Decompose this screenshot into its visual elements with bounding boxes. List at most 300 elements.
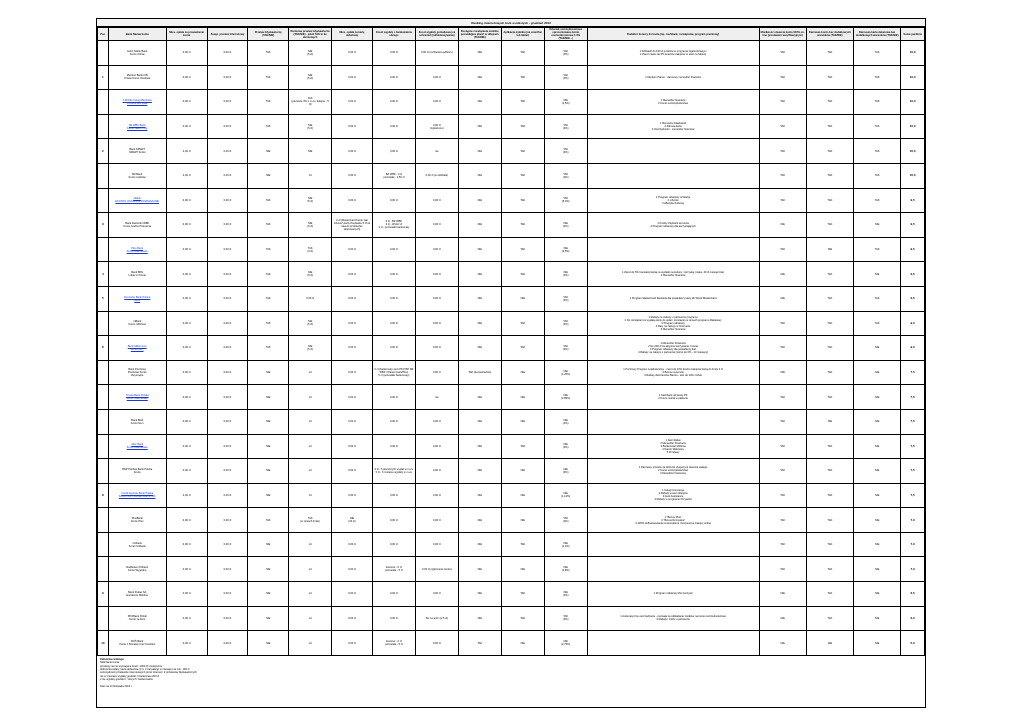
app-cell: TAK bbox=[501, 139, 544, 164]
bank-link[interactable]: Konto Internetowe bbox=[126, 446, 148, 450]
score-cell: 10,0 bbox=[901, 114, 925, 139]
score-cell: 9,5 bbox=[901, 237, 925, 262]
fee-cell: 0,00 zł bbox=[166, 262, 207, 287]
fastfree-cell: nd bbox=[289, 385, 332, 410]
freeacc-cell: TAK bbox=[806, 163, 853, 188]
online-cell: TAK bbox=[759, 65, 806, 90]
sav-cell: NIE (1,14%) bbox=[544, 483, 587, 508]
fastfree-cell: NIE (5 zł) bbox=[289, 114, 332, 139]
bank-link[interactable]: Bank Millennium bbox=[127, 344, 147, 348]
online-cell: TAK bbox=[759, 163, 806, 188]
card-cell: 0,00 zł bbox=[332, 41, 373, 66]
bonus-cell bbox=[587, 237, 759, 262]
ranking-notes bbox=[97, 656, 925, 691]
bank-link[interactable]: Credit Agricole Bank Polska bbox=[121, 492, 154, 496]
bank-link[interactable]: Konto PRZYJACIELSKIE PLUS bbox=[118, 495, 156, 499]
freecard-cell: TAK bbox=[854, 237, 901, 262]
card-cell: 0,00 zł bbox=[332, 582, 373, 607]
app-cell: TAK bbox=[501, 163, 544, 188]
column-header: Możliwość otwarcia konta 100% on-line (przelewem weryfikacyjnym) bbox=[759, 28, 806, 41]
fast-cell: TAK bbox=[248, 237, 289, 262]
bank-cell bbox=[108, 557, 166, 582]
freeacc-cell: TAK bbox=[806, 606, 853, 631]
bank-cell bbox=[108, 163, 166, 188]
bank-name: Pocztowe Konto bbox=[127, 371, 147, 375]
score-cell: 7,5 bbox=[901, 483, 925, 508]
table-row bbox=[98, 360, 925, 385]
cash-cell: 0,00 zł bbox=[415, 311, 458, 336]
tr-cell: 0,00 zł bbox=[207, 360, 248, 385]
table-row bbox=[98, 237, 925, 262]
fastfree-cell: nd bbox=[289, 434, 332, 459]
cash-cell: 0,00 zł bbox=[415, 336, 458, 361]
app-cell: NIE bbox=[501, 409, 544, 434]
cash-cell: 0,00 zł (zgłoszenie konta) bbox=[415, 557, 458, 582]
bank-link[interactable]: T-Mobile Usługi Bankowe bbox=[122, 98, 152, 102]
bonus-cell: 1 Pocztowy Program Lojalnościowy - zwrot do 10% kosztu zakupów kartą do limitu 4 zł 2 Bonus na koncie 3 Rabaty dla Klientów Banku - sieć do 10% zniżek bbox=[587, 360, 759, 385]
online-cell: TAK bbox=[759, 188, 806, 213]
fee-cell: 0,00 zł bbox=[166, 336, 207, 361]
freecard-cell: TAK bbox=[854, 65, 901, 90]
bonus-cell bbox=[587, 557, 759, 582]
fastfree-cell: nd bbox=[289, 557, 332, 582]
tr-cell: 0,00 zł bbox=[207, 237, 248, 262]
table-row bbox=[98, 483, 925, 508]
sav-cell: NIE (3%) bbox=[544, 582, 587, 607]
fee-cell: 0,00 zł bbox=[166, 114, 207, 139]
fast-cell: TAK bbox=[248, 90, 289, 115]
freecard-cell: NIE bbox=[854, 582, 901, 607]
bank-cell bbox=[108, 532, 166, 557]
card-cell: 0,00 zł bbox=[332, 459, 373, 484]
freeacc-cell: NIE bbox=[806, 631, 853, 656]
freeacc-cell: TAK bbox=[806, 286, 853, 311]
online-cell: TAK bbox=[759, 139, 806, 164]
cash-cell: 0,00 zł bbox=[415, 483, 458, 508]
fastfree-cell: TAK (3 zł) bbox=[289, 237, 332, 262]
column-header: Przelew błyskawiczny (TAK/NIE) bbox=[248, 28, 289, 41]
score-cell: 10,0 bbox=[901, 41, 925, 66]
bonus-cell: 1 Zwrot do 5% transakcji kartą na wydatki na kulturę i rozrywkę (maks. 40 zł miesięcznie) 2 Menedżer finansów bbox=[587, 262, 759, 287]
mob-cell: NIE bbox=[458, 385, 501, 410]
fastfree-cell: NIE (5 zł) bbox=[289, 188, 332, 213]
online-cell: NIE bbox=[759, 582, 806, 607]
bank-link[interactable]: BZ WBK Bank bbox=[128, 123, 146, 127]
fast-cell: TAK bbox=[248, 65, 289, 90]
table-row bbox=[98, 163, 925, 188]
fastfree-cell: NIE (5 zł) bbox=[289, 311, 332, 336]
score-cell: 7,5 bbox=[901, 459, 925, 484]
bonus-cell: 1 Rabaty na zakupy u partnerów programu 2 Do rozwiązań za wypłatę karty do opłat i rozwiązań w ramach programu Rabatowy 3 Program rabatowy 4 Raty na zakupy w Internecie 5 Menedżer finansów bbox=[587, 311, 759, 336]
freecard-cell: NIE bbox=[854, 360, 901, 385]
fastfree-cell: NIE (5 zł) bbox=[289, 336, 332, 361]
online-cell: TAK bbox=[759, 311, 806, 336]
column-header: Aplikacja mobilna (na smartfon lub tablet) bbox=[501, 28, 544, 41]
fast-cell: TAK bbox=[248, 508, 289, 533]
table-header-row bbox=[98, 28, 925, 41]
bank-name: Konto Online bbox=[129, 52, 145, 56]
freeacc-cell: TAK bbox=[806, 385, 853, 410]
cash-cell: 0,00 zł bbox=[415, 237, 458, 262]
rank-cell bbox=[98, 311, 109, 336]
bank-link[interactable]: 1-Konto bez opłat bbox=[127, 101, 148, 105]
column-header: Dostępne rozwiązania mobilne pozwalające płacić w sklepach (TAK/NIE) bbox=[458, 28, 501, 41]
sav-cell: TAK (3%) bbox=[544, 508, 587, 533]
freeacc-cell: TAK bbox=[806, 508, 853, 533]
card-cell: NIE (20 zł) bbox=[332, 508, 373, 533]
app-cell: TAK bbox=[501, 606, 544, 631]
freecard-cell: NIE bbox=[854, 508, 901, 533]
rank-cell: 6 bbox=[98, 336, 109, 361]
bank-name: Bank BPH bbox=[131, 271, 144, 275]
rank-cell bbox=[98, 459, 109, 484]
freecard-cell: NIE bbox=[854, 262, 901, 287]
column-header: Dodatki / bonusy do konta (np. cashback, rozwiązanie, program premiowy) bbox=[587, 28, 759, 41]
freeacc-cell: TAK bbox=[806, 188, 853, 213]
fastfree-cell: nd bbox=[289, 532, 332, 557]
score-cell: 7,0 bbox=[901, 532, 925, 557]
rank-cell: 5 bbox=[98, 286, 109, 311]
sav-cell: TAK (3%) bbox=[544, 336, 587, 361]
sav-cell: TAK (3%) bbox=[544, 114, 587, 139]
card-cell: 0,00 zł bbox=[332, 90, 373, 115]
freeacc-cell: TAK bbox=[806, 41, 853, 66]
app-cell: TAK bbox=[501, 434, 544, 459]
mob-cell: NIE bbox=[458, 188, 501, 213]
online-cell: TAK bbox=[759, 41, 806, 66]
online-cell: TAK bbox=[759, 336, 806, 361]
fast-cell: NIE bbox=[248, 385, 289, 410]
app-cell: TAK bbox=[501, 237, 544, 262]
score-cell: 7,5 bbox=[901, 434, 925, 459]
rank-cell: 8 bbox=[98, 483, 109, 508]
cash-cell: 0,00 zł bbox=[415, 262, 458, 287]
card-cell: 0,00 zł bbox=[332, 557, 373, 582]
fee-cell: 0,00 zł bbox=[166, 606, 207, 631]
app-cell: NIE bbox=[501, 508, 544, 533]
fastfree-cell: NIE (5 zł) bbox=[289, 41, 332, 66]
mob-cell: NIE bbox=[458, 508, 501, 533]
bank-cell bbox=[108, 483, 166, 508]
freecard-cell: TAK bbox=[854, 163, 901, 188]
tr-cell: 0,00 zł bbox=[207, 582, 248, 607]
rank-cell bbox=[98, 409, 109, 434]
tr-cell: 0,00 zł bbox=[207, 508, 248, 533]
bank-cell bbox=[108, 213, 166, 238]
freecard-cell: TAK bbox=[854, 114, 901, 139]
atm-cell: 0 zł - BZ WBK 3 zł - Wylicz zł 3 zł - pozostałe bankomaty bbox=[372, 213, 415, 238]
tr-cell: 0,00 zł bbox=[207, 631, 248, 656]
table-row bbox=[98, 213, 925, 238]
fast-cell: TAK bbox=[248, 311, 289, 336]
fast-cell: TAK bbox=[248, 114, 289, 139]
column-header: Darmowe konto bez dodatkowych warunków (TAK/NIE) bbox=[806, 28, 853, 41]
card-cell: 0 zł (MasterCard Konto Jak Chcesz) karty Paybacku 5 zł za lata do przelewów skierowanych) bbox=[332, 213, 373, 238]
mob-cell: NIE bbox=[458, 311, 501, 336]
column-header: Odsetek oszczędnościowe oprocentowane konto oszczędnościowe 1-3% (TAK/NIE...) bbox=[544, 28, 587, 41]
fee-cell: 0,00 zł bbox=[166, 65, 207, 90]
table-row bbox=[98, 139, 925, 164]
sav-cell: TAK (3%) bbox=[544, 311, 587, 336]
rank-cell bbox=[98, 90, 109, 115]
app-cell: TAK bbox=[501, 114, 544, 139]
fee-cell: 0,00 zł bbox=[166, 508, 207, 533]
card-cell: 0,00 zł bbox=[332, 434, 373, 459]
rank-cell bbox=[98, 557, 109, 582]
fast-cell: TAK bbox=[248, 213, 289, 238]
mob-cell: TAK bbox=[458, 631, 501, 656]
bank-name: Bank Pekao SA bbox=[128, 590, 147, 594]
cash-cell: 0,00 zł bbox=[415, 90, 458, 115]
notes-line: obliczenia opłaty: karta debetowa (4 tr. 3 transakcje w miesiącu na min. 100 zł bbox=[100, 668, 190, 672]
bank-link[interactable]: Konto Internetowe bbox=[126, 397, 148, 401]
mob-cell: NIE bbox=[458, 483, 501, 508]
fee-cell: 0,00 zł bbox=[166, 90, 207, 115]
tr-cell: 0,00 zł bbox=[207, 311, 248, 336]
table-row bbox=[98, 311, 925, 336]
bank-name: Eurokonto Mobilne bbox=[126, 593, 149, 597]
sheet-title: Ranking internetowych kont osobistych - grudzień 2013 bbox=[97, 19, 925, 27]
bank-cell bbox=[108, 606, 166, 631]
fast-cell: TAK bbox=[248, 336, 289, 361]
freecard-cell: NIE bbox=[854, 483, 901, 508]
mob-cell: NIE bbox=[458, 65, 501, 90]
bank-name: Zwyczajne bbox=[131, 374, 144, 378]
bank-link[interactable]: Alior Bank bbox=[131, 443, 144, 447]
bank-cell bbox=[108, 65, 166, 90]
bank-link[interactable]: Konto Internetowe bbox=[126, 249, 148, 253]
rank-cell bbox=[98, 237, 109, 262]
fastfree-cell: nd bbox=[289, 582, 332, 607]
atm-cell: 0,00 zł bbox=[372, 582, 415, 607]
table-row bbox=[98, 188, 925, 213]
app-cell: NIE bbox=[501, 631, 544, 656]
fee-cell: 0,00 zł bbox=[166, 163, 207, 188]
table-row bbox=[98, 409, 925, 434]
app-cell: TAK bbox=[501, 90, 544, 115]
fast-cell: TAK bbox=[248, 286, 289, 311]
bank-link[interactable]: Plus Bank bbox=[131, 246, 144, 250]
notes-heading: Założenia rankingu: bbox=[100, 657, 125, 661]
card-cell: 0,00 zł bbox=[332, 385, 373, 410]
sav-cell: TAK (5,3%) bbox=[544, 188, 587, 213]
fastfree-cell: NIE bbox=[289, 139, 332, 164]
sav-cell: NIE (3%) bbox=[544, 262, 587, 287]
sav-cell: NIE (2,5%) bbox=[544, 237, 587, 262]
table-row bbox=[98, 459, 925, 484]
bank-cell bbox=[108, 360, 166, 385]
bank-name: Lubię to! Konto bbox=[128, 274, 146, 278]
online-cell: NIE bbox=[759, 213, 806, 238]
card-cell: 0,00 zł bbox=[332, 360, 373, 385]
fast-cell: NIE bbox=[248, 631, 289, 656]
card-cell: 0,00 zł bbox=[332, 139, 373, 164]
rank-cell: 1 bbox=[98, 65, 109, 90]
online-cell: TAK bbox=[759, 409, 806, 434]
notes-line: Naliczanie konta bbox=[100, 661, 120, 665]
atm-cell: 0,00 zł bbox=[372, 434, 415, 459]
atm-cell: 0,00 zł bbox=[372, 65, 415, 90]
score-cell: 7,5 bbox=[901, 385, 925, 410]
atm-cell: 0 zł - 5 pierwszych wypłat w m-cu 5 zł - 6 i kolejne wypłaty w m-cu bbox=[372, 459, 415, 484]
sav-cell: TAK (3%) bbox=[544, 286, 587, 311]
sav-cell: TAK (3%) bbox=[544, 41, 587, 66]
column-header: Darmowe przelew błyskawiczne (TAK/NIE) - jeżeli TAK to ile darmowych bbox=[290, 29, 330, 39]
bank-name: Meritum Bank ICB bbox=[126, 74, 148, 78]
score-cell: 7,5 bbox=[901, 409, 925, 434]
notes-line: przelewy na nie wymagane koszt: 1000 zł miesięcznie bbox=[100, 664, 163, 668]
app-cell: NIE bbox=[501, 385, 544, 410]
tr-cell: 0,00 zł bbox=[207, 606, 248, 631]
fast-cell: NIE bbox=[248, 459, 289, 484]
tr-cell: 0,00 zł bbox=[207, 65, 248, 90]
rank-cell: 10 bbox=[98, 631, 109, 656]
sav-cell: TAK (3%) bbox=[544, 163, 587, 188]
bank-link[interactable]: Toyota Bank Polska bbox=[125, 394, 149, 398]
column-header: Darmowa karta debetowa bez dodatkowych warunków (TAK/NIE) bbox=[854, 28, 901, 41]
tr-cell: 0,00 zł bbox=[207, 409, 248, 434]
online-cell: NIE bbox=[759, 286, 806, 311]
bank-link[interactable]: EKONTO OSOBISTE ROZWIĄZANIE bbox=[115, 200, 160, 204]
atm-cell: 0,00 zł bbox=[372, 336, 415, 361]
rank-cell: 4 bbox=[98, 262, 109, 287]
online-cell: TAK bbox=[759, 237, 806, 262]
freeacc-cell: TAK bbox=[806, 483, 853, 508]
bonus-cell: 1 Meritum Planer - darmowy menedżer finansów bbox=[587, 65, 759, 90]
sav-cell: TAK (3%) bbox=[544, 65, 587, 90]
score-cell: 7,0 bbox=[901, 508, 925, 533]
atm-cell: 0,00 zł bbox=[372, 483, 415, 508]
mob-cell: NIE bbox=[458, 532, 501, 557]
card-cell: 0,00 zł bbox=[332, 237, 373, 262]
table-row bbox=[98, 508, 925, 533]
freeacc-cell: TAK bbox=[806, 582, 853, 607]
bank-link[interactable]: Konto 360° bbox=[130, 347, 144, 351]
freecard-cell: TAK bbox=[854, 90, 901, 115]
card-cell: 0,00 zł bbox=[332, 631, 373, 656]
freeacc-cell: TAK bbox=[806, 336, 853, 361]
mob-cell: NIE bbox=[458, 139, 501, 164]
online-cell: TAK bbox=[759, 532, 806, 557]
fastfree-cell: TAK (pierwsze 3% z m-cu, kolejne - 5 zł) bbox=[289, 90, 332, 115]
mob-cell: NIE bbox=[458, 262, 501, 287]
column-header: Suma punktów bbox=[901, 28, 925, 41]
atm-cell: 0,00 zł bbox=[372, 409, 415, 434]
score-cell: 10,0 bbox=[901, 163, 925, 188]
fast-cell: NIE bbox=[248, 163, 289, 188]
freeacc-cell: NIE bbox=[806, 237, 853, 262]
freeacc-cell: TAK bbox=[806, 262, 853, 287]
bank-link[interactable]: db24 bbox=[134, 298, 141, 302]
tr-cell: 0,00 zł bbox=[207, 90, 248, 115]
fee-cell: 0,00 zł bbox=[166, 385, 207, 410]
bank-link[interactable]: Deutsche Bank Polska bbox=[124, 295, 151, 299]
freeacc-cell: TAK bbox=[806, 213, 853, 238]
online-cell: NIE bbox=[759, 262, 806, 287]
bank-name: PKOBank Polski bbox=[127, 615, 147, 619]
bank-link[interactable]: eBank bbox=[133, 197, 141, 201]
fast-cell: TAK bbox=[248, 188, 289, 213]
column-header: Poz. bbox=[98, 28, 109, 41]
fast-cell: NIE bbox=[248, 483, 289, 508]
fastfree-cell: NIE (5 zł) bbox=[289, 65, 332, 90]
bank-name: BNP Paribas Bank Polska bbox=[122, 467, 153, 471]
sav-cell: NIE (2,75%) bbox=[544, 631, 587, 656]
bank-name: BZ Bank bbox=[132, 172, 143, 176]
app-cell: NIE bbox=[501, 557, 544, 582]
bank-cell bbox=[108, 434, 166, 459]
atm-cell: 0,00 zł bbox=[372, 311, 415, 336]
bank-name: Bank Zachodni WBK bbox=[125, 221, 150, 225]
score-cell: 9,5 bbox=[901, 262, 925, 287]
bonus-cell: 1 Menedżer Finansów 2 Do 200 zł za aktywne korzystanie z konta 3 Program rabatowy dla posiadaczy kart 4 Rabaty na zakupy u partnerów (zwrot do 6% - 13 miesięcy) bbox=[587, 336, 759, 361]
card-cell: 0,00 zł bbox=[332, 532, 373, 557]
freeacc-cell: TAK bbox=[806, 90, 853, 115]
bank-cell bbox=[108, 311, 166, 336]
score-cell: 6,5 bbox=[901, 582, 925, 607]
score-cell: 10,0 bbox=[901, 90, 925, 115]
table-row bbox=[98, 606, 925, 631]
notes-line: nie w miesiącu wypłaty gotówki z bankomatu 200 zł bbox=[100, 674, 160, 678]
bank-name: Getin Noble Bank bbox=[127, 49, 148, 53]
freeacc-cell: TAK bbox=[806, 557, 853, 582]
atm-cell: 0,00 zł bbox=[372, 114, 415, 139]
cash-cell: 0,00 zł bbox=[415, 65, 458, 90]
bonus-cell: 1 Menedżer finansów 2 Konto oszczędnościowe bbox=[587, 90, 759, 115]
fast-cell: NIE bbox=[248, 532, 289, 557]
fastfree-cell: TAK (w ramach limitu) bbox=[289, 508, 332, 533]
rank-cell bbox=[98, 532, 109, 557]
table-row bbox=[98, 114, 925, 139]
bank-link[interactable]: Konto Jakie Chcę bbox=[127, 126, 148, 130]
bonus-cell: 1 Alior Rabat 2 Menedżer Finansów 3 Bankowość Mobilna 4 Kantor Walutowy 5 Przelewy bbox=[587, 434, 759, 459]
freecard-cell: NIE bbox=[854, 213, 901, 238]
tr-cell: 0,00 zł bbox=[207, 41, 248, 66]
mob-cell: NIE bbox=[458, 557, 501, 582]
bank-name: Konto Wygodne bbox=[128, 569, 147, 573]
bank-cell bbox=[108, 41, 166, 66]
cash-cell: 0,00 zł bbox=[415, 434, 458, 459]
bank-name: Konto osobiste bbox=[128, 175, 146, 179]
bank-name: Konto Godne Polecenia bbox=[123, 224, 151, 228]
rank-cell bbox=[98, 114, 109, 139]
fast-cell: NIE bbox=[248, 557, 289, 582]
atm-cell: 0,00 zł bbox=[372, 508, 415, 533]
freecard-cell: NIE bbox=[854, 606, 901, 631]
cash-cell: 0,00 zł (rozbierana odbioru) bbox=[415, 41, 458, 66]
bonus-cell: 1 Darmowy przelew za złożenie dyspozycji zlecenia stałego 2 Konto oszczędnościowe 3 Menedżer finansowy bbox=[587, 459, 759, 484]
score-cell: 5,0 bbox=[901, 631, 925, 656]
rank-cell bbox=[98, 360, 109, 385]
bank-name: Konto Plus bbox=[130, 520, 144, 524]
cash-cell: 0,00 zł (w oddziale) bbox=[415, 163, 458, 188]
cash-cell: 0,00 zł bbox=[415, 286, 458, 311]
app-cell: TAK bbox=[501, 41, 544, 66]
freecard-cell: TAK bbox=[854, 139, 901, 164]
cash-cell: 0,00 zł (zgłoszone) bbox=[415, 114, 458, 139]
fee-cell: 0,00 zł bbox=[166, 188, 207, 213]
bank-cell bbox=[108, 631, 166, 656]
fast-cell: NIE bbox=[248, 409, 289, 434]
score-cell: 9,0 bbox=[901, 336, 925, 361]
tr-cell: 0,00 zł bbox=[207, 434, 248, 459]
fast-cell: TAK bbox=[248, 41, 289, 66]
bank-name: Raiffeisen Polbank bbox=[126, 566, 149, 570]
app-cell: NIE bbox=[501, 286, 544, 311]
cash-cell: 0,00 zł bbox=[415, 508, 458, 533]
tr-cell: 0,00 zł bbox=[207, 557, 248, 582]
cash-cell: nie bbox=[415, 139, 458, 164]
